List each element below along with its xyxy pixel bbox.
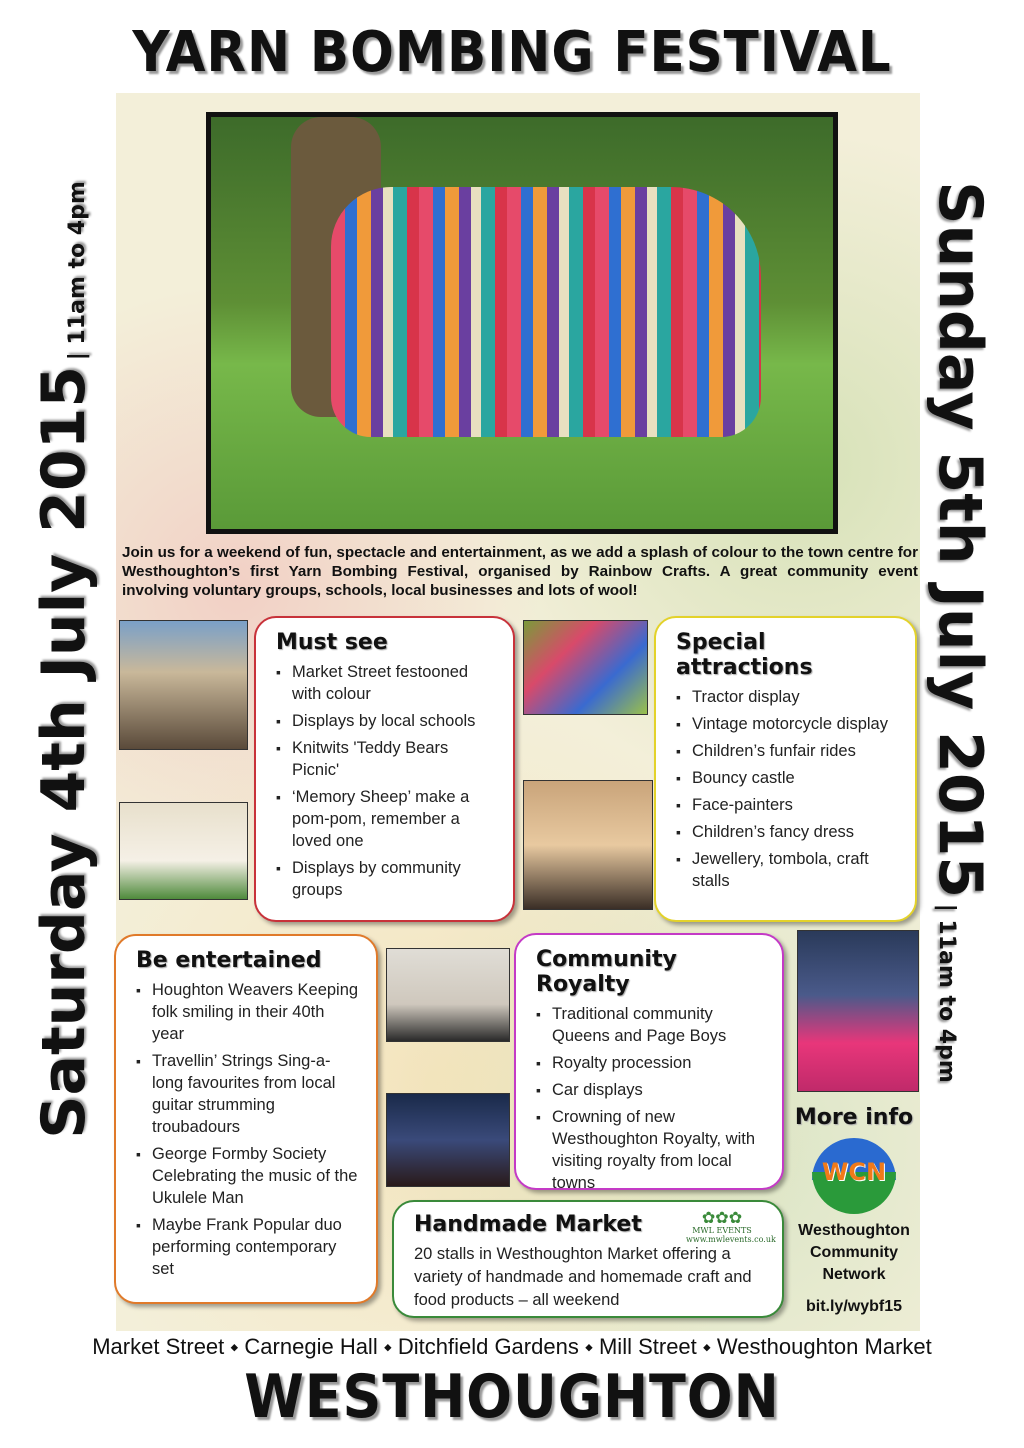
special-attractions-box bbox=[654, 616, 917, 922]
mwl-logo-url: www.mwlevents.co.uk bbox=[686, 1235, 776, 1244]
must-see-box bbox=[254, 616, 515, 922]
band-stage-photo bbox=[386, 1093, 510, 1187]
wcn-logo bbox=[812, 1138, 896, 1214]
list-item: ▪ Jewellery, tombola, craft stalls bbox=[692, 848, 899, 892]
list-item: ▪ Face-painters bbox=[692, 794, 899, 816]
list-item: ▪ Traditional community Queens and Page Boys bbox=[552, 1003, 766, 1047]
yarn-cow-photo bbox=[206, 112, 838, 534]
venue-list: Market Street ⬩ Carnegie Hall ⬩ Ditchfield Gardens ⬩ Mill Street ⬩ Westhoughton Market bbox=[92, 1334, 932, 1359]
list-item: ▪ Market Street festooned with colour bbox=[292, 661, 497, 705]
list-item: ▪ George Formby Society Celebrating the music of the Ukulele Man bbox=[152, 1143, 360, 1209]
must-see-list bbox=[276, 661, 497, 901]
community-royalty-title: Community Royalty bbox=[536, 947, 677, 997]
saturday-date-banner bbox=[29, 181, 99, 1139]
mwl-logo-name: MWL EVENTS bbox=[692, 1226, 752, 1235]
list-item: ▪ Car displays bbox=[552, 1079, 766, 1101]
more-info-block bbox=[790, 1105, 918, 1316]
be-entertained-box bbox=[114, 934, 378, 1304]
list-item: ▪ Knitwits 'Teddy Bears Picnic' bbox=[292, 737, 497, 781]
leaf-icon: ✿✿✿ bbox=[701, 1208, 743, 1227]
organisation-name: Westhoughton Community Network bbox=[798, 1222, 910, 1283]
list-item: ▪ Displays by community groups bbox=[292, 857, 497, 901]
list-item: ▪ Bouncy castle bbox=[692, 767, 899, 789]
sunday-date: Sunday 5th July 2015 bbox=[925, 181, 995, 899]
town-name: WESTHOUGHTON bbox=[244, 1362, 780, 1432]
sunday-time: | 11am to 4pm bbox=[934, 903, 959, 1083]
mwl-events-logo bbox=[686, 1208, 776, 1244]
list-item: ▪ Displays by local schools bbox=[292, 710, 497, 732]
more-info-heading: More info bbox=[794, 1105, 914, 1130]
be-entertained-title: Be entertained bbox=[136, 948, 322, 973]
list-item: ▪ Tractor display bbox=[692, 686, 899, 708]
yarn-post-photo bbox=[119, 620, 248, 750]
list-item: ▪ Crowning of new Westhoughton Royalty, with visiting royalty from local towns bbox=[552, 1106, 766, 1194]
yarn-tree-photo bbox=[523, 620, 648, 715]
sunday-date-banner bbox=[925, 181, 995, 1082]
striped-cow bbox=[331, 187, 761, 437]
list-item: ▪ ‘Memory Sheep’ make a pom-pom, remember a loved one bbox=[292, 786, 497, 852]
special-attractions-list bbox=[676, 686, 899, 892]
saturday-time: | 11am to 4pm bbox=[65, 181, 90, 361]
list-item: ▪ Children’s fancy dress bbox=[692, 821, 899, 843]
list-item: ▪ Houghton Weavers Keeping folk smiling in their 40th year bbox=[152, 979, 360, 1045]
festival-title: YARN BOMBING FESTIVAL bbox=[132, 20, 892, 85]
must-see-title: Must see bbox=[276, 630, 388, 655]
list-item: ▪ Children’s funfair rides bbox=[692, 740, 899, 762]
wcn-logo-text: WCN bbox=[821, 1158, 887, 1186]
community-royalty-box bbox=[514, 933, 784, 1190]
royalty-queen-photo bbox=[797, 930, 919, 1092]
special-attractions-title: Special attractions bbox=[676, 630, 813, 680]
houghton-weavers-photo bbox=[386, 948, 510, 1042]
memory-sheep-photo bbox=[119, 802, 248, 900]
intro-text: Join us for a weekend of fun, spectacle and entertainment, as we add a splash of colour to the town centre for Westhoughton’s first Yarn Bombing Festival, organised by Rainbow Crafts. A great community event involving voluntary groups, schools, local businesses and lots of wool! bbox=[122, 544, 918, 599]
be-entertained-list bbox=[136, 979, 360, 1280]
community-royalty-list bbox=[536, 1003, 766, 1194]
handmade-market-text: 20 stalls in Westhoughton Market offering a variety of handmade and homemade craft and food products – all weekend bbox=[414, 1245, 752, 1309]
face-paint-photo bbox=[523, 780, 653, 910]
list-item: ▪ Royalty procession bbox=[552, 1052, 766, 1074]
list-item: ▪ Vintage motorcycle display bbox=[692, 713, 899, 735]
more-info-link[interactable]: bit.ly/wybf15 bbox=[805, 1298, 903, 1315]
list-item: ▪ Maybe Frank Popular duo performing contemporary set bbox=[152, 1214, 360, 1280]
handmade-market-box bbox=[392, 1200, 784, 1318]
handmade-market-title: Handmade Market bbox=[414, 1212, 642, 1237]
list-item: ▪ Travellin’ Strings Sing-a-long favourites from local guitar strumming troubadours bbox=[152, 1050, 360, 1138]
saturday-date: Saturday 4th July 2015 bbox=[29, 365, 99, 1139]
